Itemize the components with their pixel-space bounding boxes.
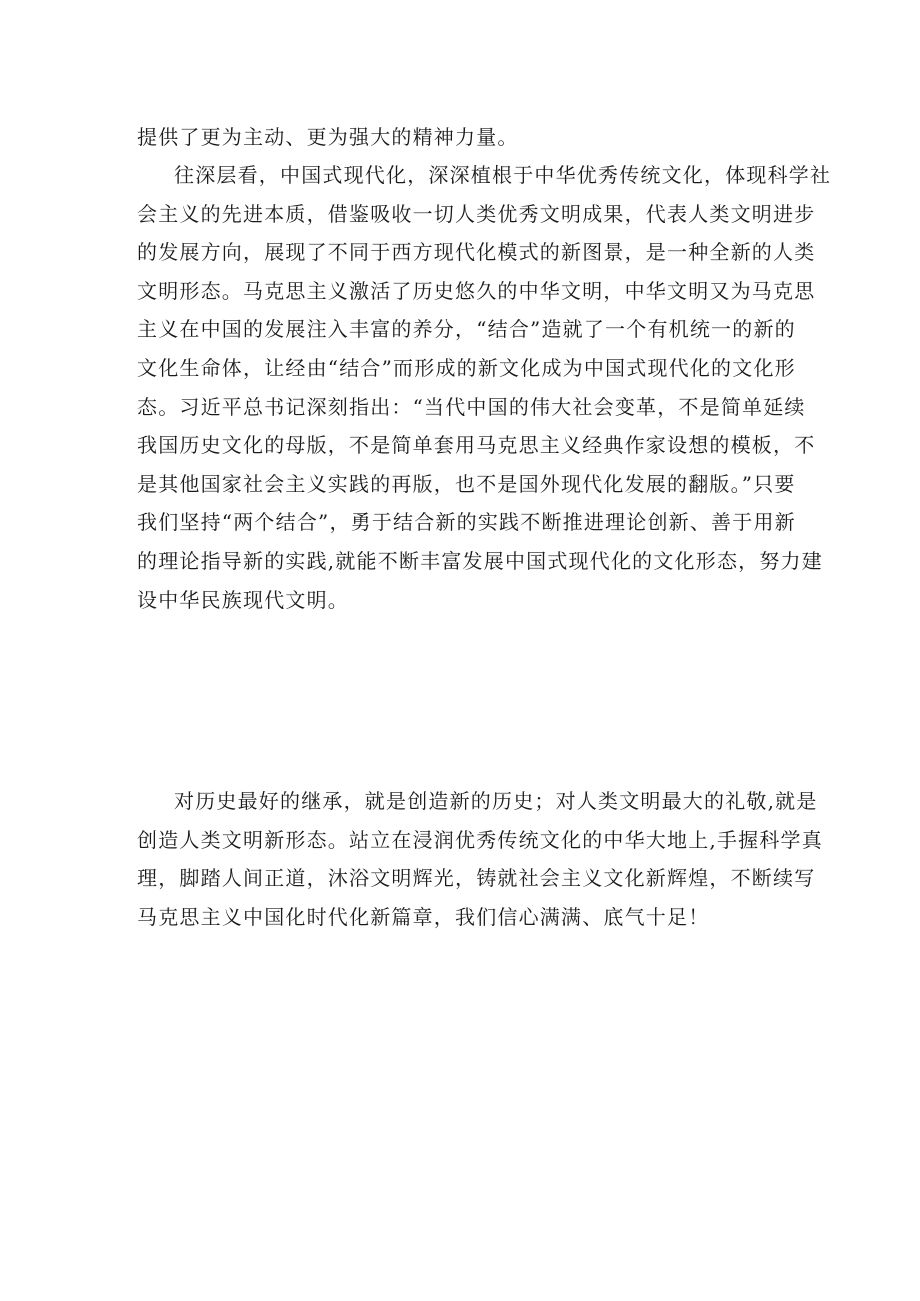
paragraph-line: 马克思主义中国化时代化新篇章，我们信心满满、底气十足！	[137, 904, 710, 929]
paragraph-line: 会主义的先进本质，借鉴吸收一切人类优秀文明成果，代表人类文明进步	[137, 201, 816, 226]
paragraph-modernization	[137, 156, 832, 619]
paragraph-line: 提供了更为主动、更为强大的精神力量。	[137, 125, 519, 149]
paragraph-line: 文明形态。马克思主义激活了历史悠久的中华文明，中华文明又为马克思	[137, 278, 816, 303]
paragraph-line: 主义在中国的发展注入丰富的养分，“结合”造就了一个有机统一的新的	[137, 317, 796, 342]
paragraph-line: 我们坚持“两个结合”，勇于结合新的实践不断推进理论创新、善于用新	[137, 510, 796, 535]
paragraph-line: 是其他国家社会主义实践的再版，也不是国外现代化发展的翻版。”只要	[137, 471, 796, 496]
paragraph-conclusion	[137, 782, 823, 936]
paragraph-continuation	[137, 118, 789, 157]
paragraph-line: 设中华民族现代文明。	[137, 587, 349, 612]
paragraph-line: 理，脚踏人间正道，沐浴文明辉光，铸就社会主义文化新辉煌，不断续写	[137, 866, 816, 891]
paragraph-line: 创造人类文明新形态。站立在浸润优秀传统文化的中华大地上,手握科学真	[137, 827, 823, 852]
paragraph-line: 往深层看，中国式现代化，深深植根于中华优秀传统文化，体现科学社	[174, 163, 832, 187]
paragraph-line: 的理论指导新的实践,就能不断丰富发展中国式现代化的文化形态，努力建	[137, 548, 823, 573]
paragraph-line: 我国历史文化的母版，不是简单套用马克思主义经典作家设想的模板，不	[137, 433, 816, 458]
paragraph-line: 文化生命体，让经由“结合”而形成的新文化成为中国式现代化的文化形	[137, 355, 796, 380]
paragraph-line: 的发展方向，展现了不同于西方现代化模式的新图景，是一种全新的人类	[137, 240, 816, 265]
paragraph-line: 对历史最好的继承，就是创造新的历史；对人类文明最大的礼敬,就是	[174, 789, 818, 813]
paragraph-line: 态。习近平总书记深刻指出：“当代中国的伟大社会变革，不是简单延续	[137, 394, 806, 419]
